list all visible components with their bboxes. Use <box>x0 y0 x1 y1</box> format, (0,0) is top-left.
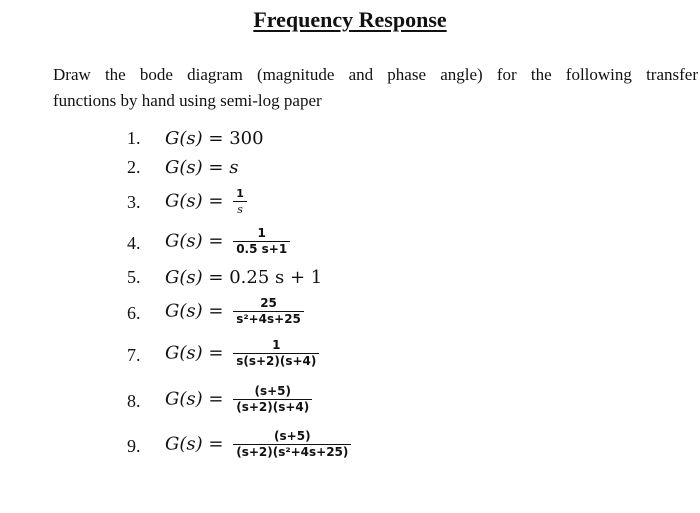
denominator: (s+2)(s+4) <box>236 400 310 414</box>
denominator: s²+4s+25 <box>236 312 301 326</box>
transfer-function <box>165 128 264 149</box>
denominator: 0.5 s+1 <box>236 242 288 256</box>
item-number: 5. <box>127 267 141 287</box>
function-lhs: G(s) = <box>165 230 224 252</box>
transfer-function <box>165 384 312 415</box>
function-rhs: 0.25 s + 1 <box>229 267 323 288</box>
item-number: 4. <box>127 233 141 253</box>
transfer-function <box>165 157 238 178</box>
denominator: s <box>237 203 243 216</box>
denominator: s(s+2)(s+4) <box>236 354 317 368</box>
numerator: (s+5) <box>233 384 312 400</box>
transfer-function <box>165 296 304 327</box>
instructions-line-2: functions by hand using semi-log paper <box>53 91 322 110</box>
instructions-line-1: Draw the bode diagram (magnitude and phase angle) for the following transfer <box>53 65 698 84</box>
numerator: 1 <box>233 186 247 202</box>
numerator: (s+5) <box>233 429 351 445</box>
transfer-function <box>165 186 247 217</box>
function-lhs: G(s) = <box>165 267 224 288</box>
function-lhs: G(s) = <box>165 342 224 364</box>
fraction <box>233 296 304 327</box>
transfer-function <box>165 226 290 257</box>
fraction <box>233 186 247 217</box>
transfer-function <box>165 429 351 460</box>
fraction <box>233 338 319 369</box>
fraction <box>233 226 290 257</box>
item-number: 8. <box>127 391 141 411</box>
numerator: 25 <box>233 296 304 312</box>
item-number: 1. <box>127 128 141 148</box>
function-lhs: G(s) = <box>165 128 224 149</box>
function-lhs: G(s) = <box>165 433 224 455</box>
fraction <box>233 429 351 460</box>
transfer-function <box>165 267 322 288</box>
item-number: 6. <box>127 303 141 323</box>
denominator: (s+2)(s²+4s+25) <box>236 445 349 459</box>
item-number: 2. <box>127 157 141 177</box>
page-title: Frequency Response <box>253 7 447 32</box>
function-rhs: 300 <box>229 128 264 149</box>
function-lhs: G(s) = <box>165 388 224 410</box>
instructions-paragraph <box>53 62 698 114</box>
item-number: 3. <box>127 192 141 212</box>
fraction <box>233 384 312 415</box>
numerator: 1 <box>233 338 319 354</box>
numerator: 1 <box>233 226 290 242</box>
function-rhs: s <box>229 157 239 178</box>
transfer-function <box>165 338 319 369</box>
function-lhs: G(s) = <box>165 190 224 212</box>
function-lhs: G(s) = <box>165 300 224 322</box>
item-number: 9. <box>127 436 141 456</box>
item-number: 7. <box>127 345 141 365</box>
function-lhs: G(s) = <box>165 157 224 178</box>
